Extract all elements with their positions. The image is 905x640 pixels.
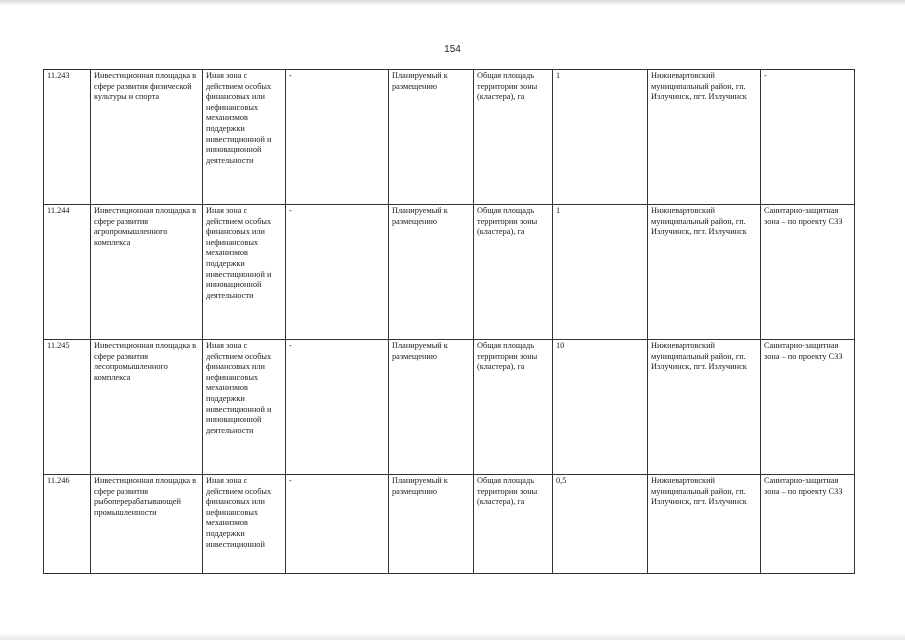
cell-number: 11.245 [44,340,91,475]
cell-number: 11.244 [44,205,91,340]
cell-location: Нижневартовский муниципальный район, гп. Излучинск, пгт. Излучинск [648,475,761,574]
cell-col4: - [286,205,389,340]
cell-status: Планируемый к размещению [389,205,474,340]
cell-zone-type: Иная зона с действием особых финансовых или нефинансовых механизмов поддержки инвестиционной и инновационной деятельности [203,205,286,340]
page-number: 154 [444,44,461,55]
table-row [44,205,855,340]
cell-parameter: Общая площадь территории зоны (кластера), га [474,475,553,574]
cell-status: Планируемый к размещению [389,70,474,205]
objects-table [43,69,855,574]
cell-name: Инвестиционная площадка в сфере развития рыбоперерабатывающей промышленности [91,475,203,574]
cell-number: 11.246 [44,475,91,574]
cell-col4: - [286,70,389,205]
table-row [44,475,855,574]
cell-name: Инвестиционная площадка в сфере развития агропромышленного комплекса [91,205,203,340]
cell-location: Нижневартовский муниципальный район, гп. Излучинск, пгт. Излучинск [648,340,761,475]
cell-zone-type: Иная зона с действием особых финансовых или нефинансовых механизмов поддержки инвестиционной и инновационной деятельности [203,70,286,205]
cell-sanitary-zone: Санитарно-защитная зона – по проекту СЗЗ [761,205,855,340]
cell-status: Планируемый к размещению [389,475,474,574]
cell-zone-type: Иная зона с действием особых финансовых или нефинансовых механизмов поддержки инвестиционной и инновационной деятельности [203,340,286,475]
cell-name: Инвестиционная площадка в сфере развития лесопромышленного комплекса [91,340,203,475]
cell-location: Нижневартовский муниципальный район, гп. Излучинск, пгт. Излучинск [648,205,761,340]
cell-col4: - [286,475,389,574]
table-row [44,70,855,205]
scan-edge-bottom [0,633,905,640]
cell-status: Планируемый к размещению [389,340,474,475]
cell-sanitary-zone: Санитарно-защитная зона – по проекту СЗЗ [761,340,855,475]
cell-value: 1 [553,205,648,340]
cell-parameter: Общая площадь территории зоны (кластера), га [474,205,553,340]
cell-value: 10 [553,340,648,475]
table-row [44,340,855,475]
cell-parameter: Общая площадь территории зоны (кластера), га [474,340,553,475]
scan-edge-top [0,0,905,6]
cell-col4: - [286,340,389,475]
cell-value: 1 [553,70,648,205]
cell-number: 11.243 [44,70,91,205]
cell-zone-type: Иная зона с действием особых финансовых или нефинансовых механизмов поддержки инвестиционной [203,475,286,574]
cell-name: Инвестиционная площадка в сфере развития физической культуры и спорта [91,70,203,205]
cell-sanitary-zone: - [761,70,855,205]
cell-value: 0,5 [553,475,648,574]
cell-parameter: Общая площадь территории зоны (кластера), га [474,70,553,205]
cell-sanitary-zone: Санитарно-защитная зона – по проекту СЗЗ [761,475,855,574]
cell-location: Нижневартовский муниципальный район, гп. Излучинск, пгт. Излучинск [648,70,761,205]
